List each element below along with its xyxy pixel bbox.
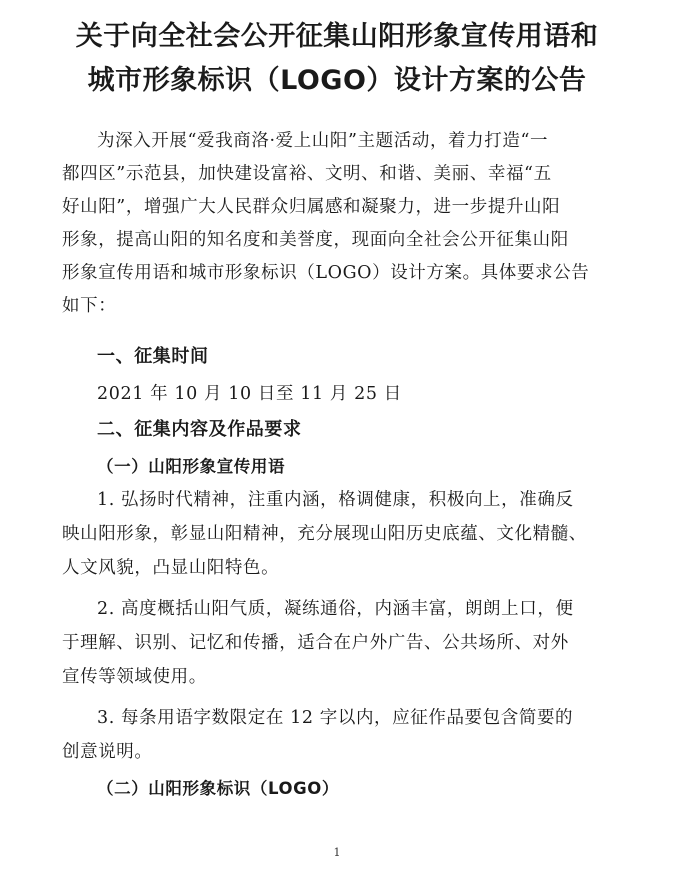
subsection-1-heading: （一）山阳形象宣传用语: [97, 457, 286, 476]
item-2-line-2: 于理解、识别、记忆和传播，适合在户外广告、公共场所、对外: [62, 633, 569, 653]
page-number: 1: [333, 846, 341, 859]
item-1-line-1: 1. 弘扬时代精神，注重内涵，格调健康，积极向上，准确反: [97, 490, 574, 510]
item-3-line-2: 创意说明。: [62, 742, 153, 762]
item-1-line-3: 人文风貌，凸显山阳特色。: [62, 558, 280, 578]
document-title-line-2: 城市形象标识（LOGO）设计方案的公告: [87, 65, 587, 96]
intro-line-6: 如下：: [62, 296, 117, 316]
intro-line-1: 为深入开展“爱我商洛·爱上山阳”主题活动，着力打造“一: [97, 131, 549, 151]
document-title-line-1: 关于向全社会公开征集山阳形象宣传用语和: [75, 21, 599, 52]
subsection-2-heading: （二）山阳形象标识（LOGO）: [97, 779, 340, 798]
section-1-text: 2021 年 10 月 10 日至 11 月 25 日: [97, 384, 402, 404]
section-2-heading: 二、征集内容及作品要求: [97, 419, 302, 440]
intro-line-5: 形象宣传用语和城市形象标识（LOGO）设计方案。具体要求公告: [62, 263, 590, 283]
item-3-line-1: 3. 每条用语字数限定在 12 字以内，应征作品要包含简要的: [97, 708, 574, 728]
item-2-line-3: 宣传等领域使用。: [62, 667, 207, 687]
item-2-line-1: 2. 高度概括山阳气质，凝练通俗，内涵丰富，朗朗上口，便: [97, 599, 574, 619]
section-1-heading: 一、征集时间: [97, 346, 209, 367]
intro-line-4: 形象，提高山阳的知名度和美誉度，现面向全社会公开征集山阳: [62, 230, 569, 250]
intro-line-3: 好山阳”，增强广大人民群众归属感和凝聚力，进一步提升山阳: [62, 197, 561, 217]
intro-line-2: 都四区”示范县，加快建设富裕、文明、和谐、美丽、幸福“五: [62, 164, 552, 184]
item-1-line-2: 映山阳形象，彰显山阳精神，充分展现山阳历史底蕴、文化精髓、: [62, 524, 587, 544]
